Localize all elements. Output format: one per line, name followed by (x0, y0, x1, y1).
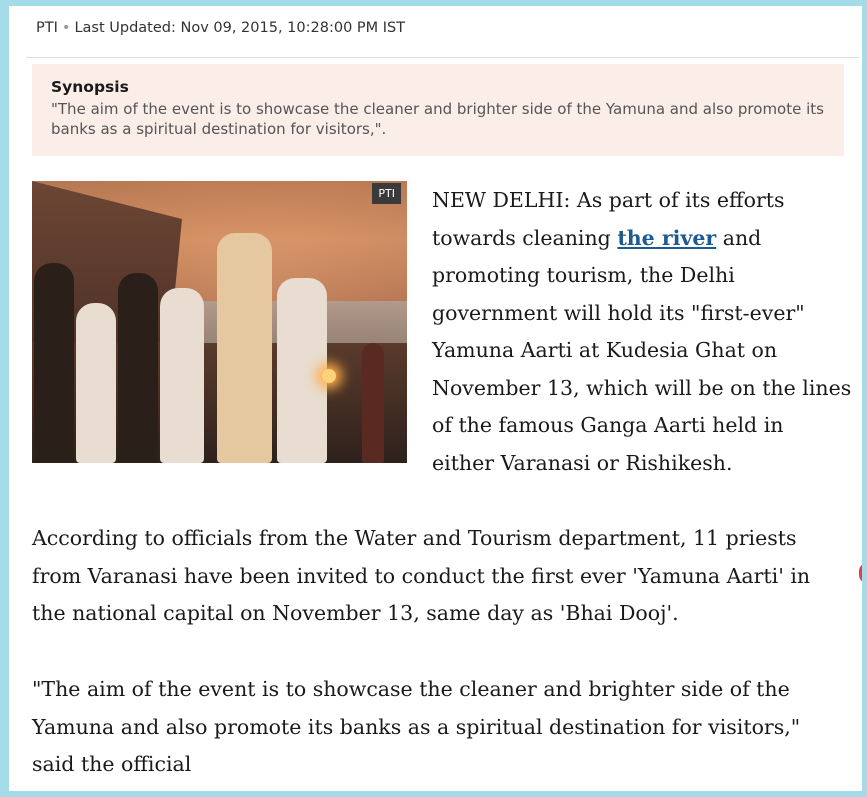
synopsis-text: "The aim of the event is to showcase the cleaner and brighter side of the Yamuna and also promote its banks as a spiritual destination for visitors,". (51, 100, 824, 138)
image-person (118, 273, 158, 463)
article-image[interactable] (32, 181, 407, 463)
lead-text-end: and promoting tourism, the Delhi government will hold its "first-ever" Yamuna Aarti at Kudesia Ghat on November 13, which will be on the lines of the famous Ganga Aarti held in either Varanasi or Rishikesh. (432, 225, 852, 475)
floating-widget-tab[interactable] (859, 563, 867, 583)
source-label: PTI (36, 20, 58, 36)
image-person (160, 288, 204, 463)
lead-text-start: NEW DELHI: As part of its efforts towards cleaning (432, 188, 785, 250)
lamp-glow (322, 369, 336, 383)
article-paragraph-1: According to officials from the Water and Tourism department, 11 priests from Varanasi have been invited to conduct the first ever 'Yamuna Aarti' in the national capital on November 13, same day as 'Bhai Dooj'. (32, 526, 811, 625)
article-paragraph-2: "The aim of the event is to showcase the cleaner and brighter side of the Yamuna and also promote its banks as a spiritual destination for visitors," said the official (32, 677, 801, 776)
the-river-link[interactable]: the river (617, 225, 717, 250)
article-meta (36, 20, 405, 36)
synopsis-box (32, 64, 844, 156)
image-person (76, 303, 116, 463)
image-person (217, 233, 272, 463)
image-person (362, 343, 384, 463)
article-lead-paragraph (432, 182, 852, 482)
last-updated-label: Last Updated: Nov 09, 2015, 10:28:00 PM IST (74, 20, 406, 36)
image-person (277, 278, 327, 463)
synopsis-heading: Synopsis (51, 78, 129, 96)
image-person (34, 263, 74, 463)
meta-divider (26, 57, 859, 58)
image-credit-badge: PTI (372, 183, 401, 204)
meta-separator: • (61, 20, 71, 36)
